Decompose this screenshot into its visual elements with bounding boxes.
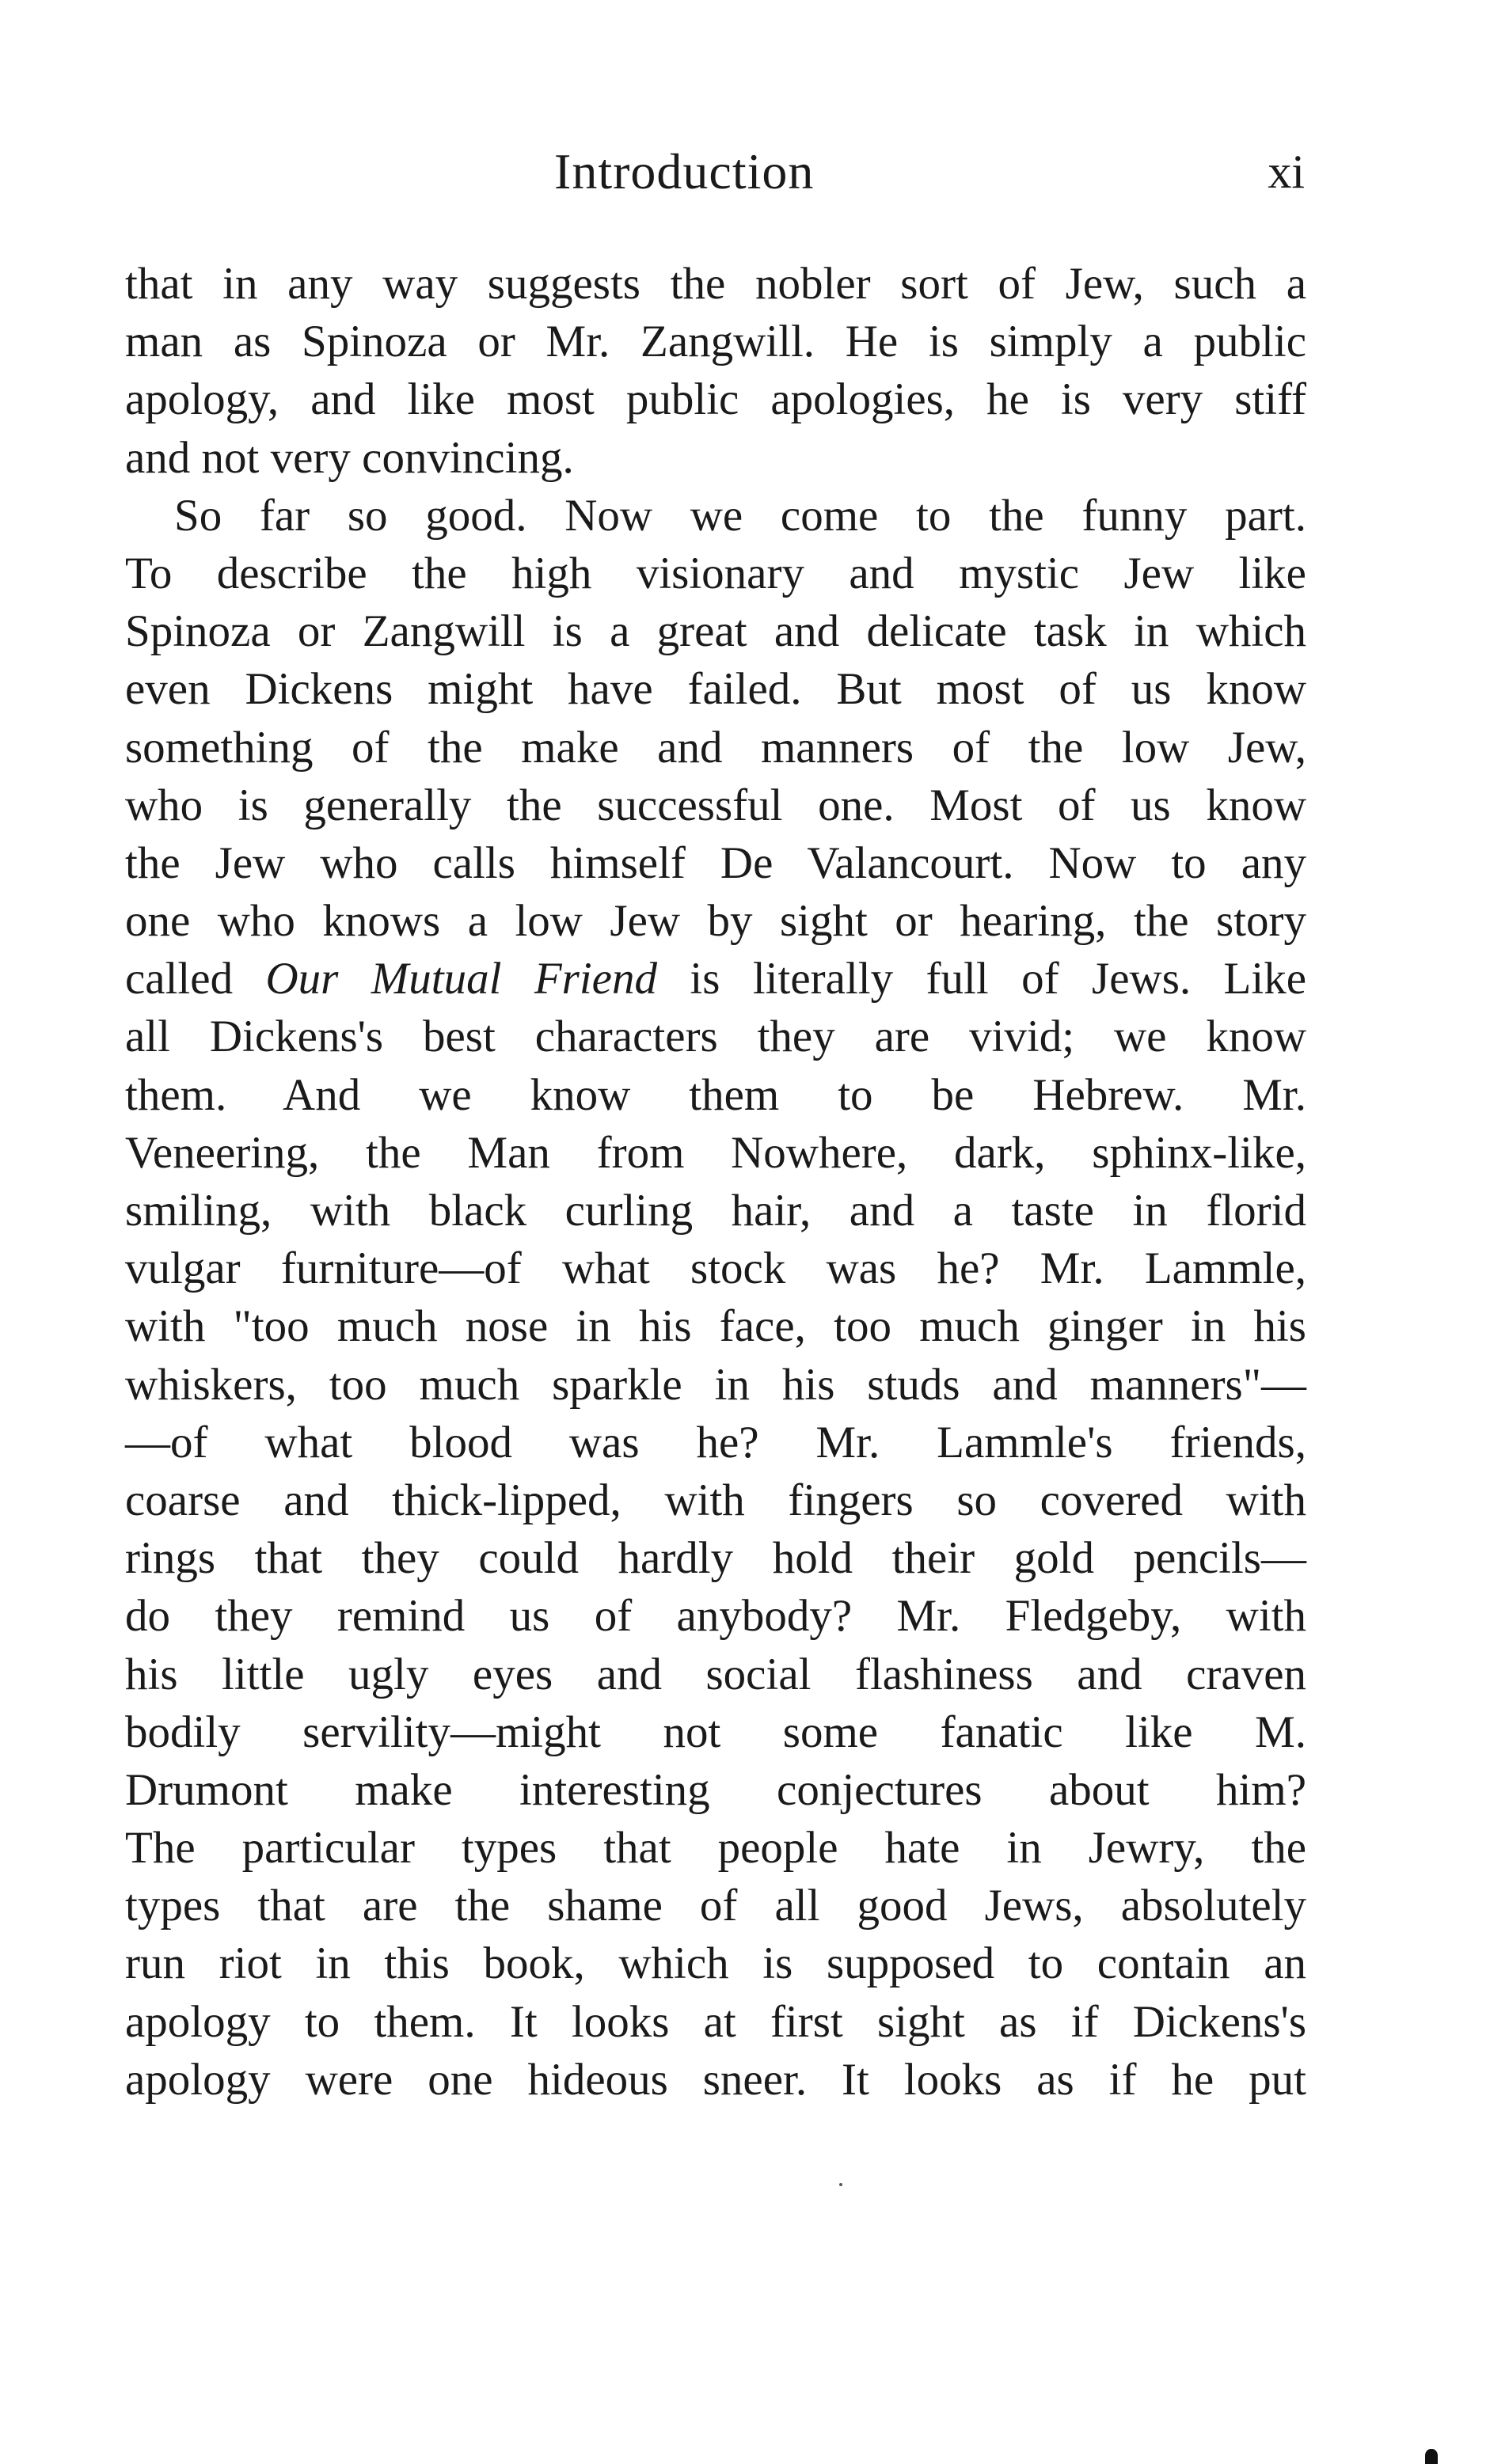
text-line: Spinoza or Zangwill is a great and delicate task in which — [125, 606, 1306, 657]
text-line: apology, and like most public apologies, he is very stiff — [125, 374, 1306, 425]
text-line: So far so good. Now we come to the funny part. — [174, 490, 1306, 541]
text-line: Drumont make interesting conjectures about him? — [125, 1764, 1306, 1815]
text-line: all Dickens's best characters they are vivid; we know — [125, 1012, 1306, 1062]
text-line: To describe the high visionary and mystic Jew like — [125, 548, 1306, 598]
text-line: Veneering, the Man from Nowhere, dark, sphinx-like, — [125, 1127, 1306, 1178]
text-line: his little ugly eyes and social flashiness and craven — [125, 1649, 1306, 1699]
text-line: and not very convincing. — [125, 432, 574, 483]
running-title: Introduction — [554, 143, 815, 199]
text-line: apology to them. It looks at first sight as if Dickens's — [125, 1996, 1306, 2047]
text-line: who is generally the successful one. Most of us know — [125, 780, 1306, 830]
body-text — [125, 255, 1306, 2109]
text-line: that in any way suggests the nobler sort of Jew, such a — [125, 259, 1306, 309]
text-line: coarse and thick-lipped, with fingers so covered with — [125, 1475, 1306, 1525]
text-line: bodily servility—might not some fanatic like M. — [125, 1707, 1306, 1757]
text-line: one who knows a low Jew by sight or hearing, the story — [125, 896, 1306, 947]
text-line: apology were one hideous sneer. It looks as if he put — [125, 2054, 1306, 2105]
text-line: vulgar furniture—of what stock was he? Mr. Lammle, — [125, 1243, 1306, 1294]
running-head — [0, 136, 1509, 207]
scan-corner-mark — [1425, 2449, 1438, 2464]
scan-speck — [839, 2183, 842, 2186]
text-line: even Dickens might have failed. But most of us know — [125, 664, 1306, 715]
page-number: xi — [1268, 146, 1305, 198]
text-line: with "too much nose in his face, too much ginger in his — [125, 1301, 1306, 1352]
text-line: The particular types that people hate in Jewry, the — [125, 1823, 1306, 1874]
text-line: the Jew who calls himself De Valancourt. Now to any — [125, 837, 1306, 888]
text-line: smiling, with black curling hair, and a taste in florid — [125, 1186, 1306, 1236]
text-line: —of what blood was he? Mr. Lammle's friends, — [125, 1417, 1306, 1467]
text-line: them. And we know them to be Hebrew. Mr. — [125, 1069, 1306, 1120]
text-line: something of the make and manners of the low Jew, — [125, 722, 1306, 773]
text-line: whiskers, too much sparkle in his studs and manners"— — [125, 1359, 1306, 1410]
text-line: rings that they could hardly hold their gold pencils— — [125, 1533, 1306, 1584]
book-title: Our Mutual Friend — [265, 954, 657, 1004]
text-run: is literally full of Jews. Like — [657, 954, 1306, 1004]
text-run: called — [125, 954, 266, 1004]
text-line: man as Spinoza or Mr. Zangwill. He is simply a public — [125, 317, 1306, 367]
text-line: do they remind us of anybody? Mr. Fledgeby, with — [125, 1591, 1306, 1642]
text-line — [125, 950, 1306, 1008]
text-line: run riot in this book, which is supposed to contain an — [125, 1938, 1306, 1989]
text-line: types that are the shame of all good Jews, absolutely — [125, 1881, 1306, 1931]
